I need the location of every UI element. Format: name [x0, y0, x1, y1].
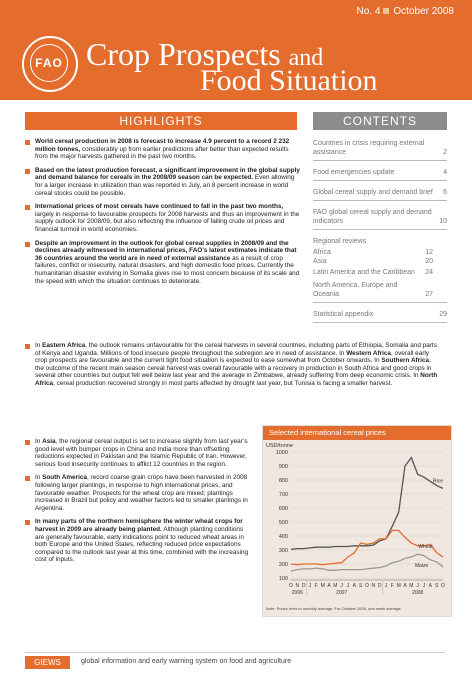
contents-item-label: Statistical appendix [313, 311, 374, 318]
x-tick-label: O [289, 583, 293, 589]
chart-note: Note: Prices refer to monthly average. For October 2008, one week average. [266, 606, 402, 611]
series-label-wheat: Wheat [418, 543, 433, 550]
contents-item-page: 20 [425, 258, 433, 265]
contents-item-page: 6 [443, 189, 447, 196]
y-tick-label: 900 [278, 464, 288, 470]
contents-item-page: 4 [443, 169, 447, 176]
y-tick-label: 600 [278, 506, 288, 512]
contents-item-page: 12 [425, 249, 433, 256]
para-text: , the regional cereal output is set to increase slightly from last year’s good level with bumper crops in China and India more than offsetting reductions expected in Pakistan and the Islamic Republic of Iran. However, serious food insecurity continues to afflict 12 countries in the region. [35, 438, 248, 468]
regional-paragraphs [25, 342, 445, 394]
footer-text: global information and early warning system on food and agriculture [81, 658, 292, 665]
contents-heading: CONTENTS [313, 112, 447, 130]
chart-title: Selected international cereal prices [263, 426, 451, 440]
contents-item[interactable] [313, 268, 433, 277]
para-text: Although planting conditions are generally favourable, early indications point to reduced wheat areas in both Europe and the United States, reflecting reduced price expectations compared to the outlook last year at this time, combined with the increasing cost of inputs. [35, 525, 249, 564]
contents-list [313, 136, 447, 323]
y-tick-label: 300 [278, 548, 288, 554]
contents-item-label: Africa [313, 249, 331, 256]
title-crop-prospects: Crop Prospects [86, 36, 281, 72]
title-and: and [288, 45, 324, 71]
fao-logo [22, 36, 78, 92]
contents-item[interactable] [313, 205, 447, 230]
contents-item-label: Food emergencies update [313, 169, 395, 176]
highlight-text: considerably up from earlier predictions after better than expected results from the major harvests gathered in the past two months. [35, 145, 289, 161]
x-tick-label: O [365, 583, 369, 589]
x-tick-label: D [301, 583, 306, 589]
contents-item-page: 27 [425, 291, 433, 298]
x-tick-label: M [396, 583, 401, 589]
x-tick-label: N [371, 583, 376, 589]
contents-item-label: Countries in crisis requiring external assistance [313, 140, 425, 156]
contents-item[interactable] [313, 248, 433, 257]
x-tick-label: M [409, 583, 414, 589]
header-band [0, 0, 472, 100]
contents-item-label: FAO global cereal supply and demand indicators [313, 209, 432, 225]
contents-item-page: 2 [443, 149, 447, 156]
y-tick-label: 400 [278, 534, 288, 540]
para-text: In [35, 342, 43, 349]
issue-number: No. 4 [356, 6, 381, 17]
x-tick-label: M [320, 583, 325, 589]
square-icon [383, 8, 389, 14]
para-text: , cereal production recovered strongly in most parts affected by drought last year, but Tunisia is facing a smaller harvest. [53, 379, 393, 387]
contents-item-label: North America, Europe and Oceania [313, 282, 398, 298]
page-title-line2: Food Situation [200, 64, 378, 97]
x-tick-label: J [346, 583, 350, 589]
issue-info [356, 6, 454, 17]
year-label: 2007 [336, 590, 348, 596]
y-tick-label: 800 [278, 478, 288, 484]
contents-item[interactable] [313, 307, 447, 323]
highlight-lead: World cereal production in 2008 is forecast to increase 4.9 percent to a record 2 232 million tonnes, [35, 138, 290, 153]
south-america-paragraph [25, 474, 253, 512]
y-tick-label: 200 [278, 562, 288, 568]
contents-item-label: Asia [313, 258, 327, 265]
region-eastern-africa: Eastern Africa [42, 342, 86, 349]
highlight-lead: Despite an improvement in the outlook for global cereal supplies in 2008/09 and the declines already witnessed in international prices, FAO’s latest estimates indicate that 36 countries around the world are in need of external assistance [35, 239, 297, 262]
series-line-rice [291, 458, 443, 550]
x-tick-label: D [377, 583, 382, 589]
y-tick-label: 500 [278, 520, 288, 526]
giews-label: GIEWS [25, 656, 70, 669]
highlight-lead: In many parts of the northern hemisphere the winter wheat crops for harvest in 2009 are already being planted. [35, 518, 243, 533]
x-tick-label: J [340, 583, 343, 589]
x-tick-label: O [441, 583, 445, 589]
contents-item-page: 10 [439, 218, 447, 225]
narrow-column [25, 438, 253, 570]
logo-text: FAO [35, 56, 63, 70]
x-tick-label: J [384, 583, 388, 589]
x-tick-label: S [358, 583, 363, 589]
highlights-list [25, 138, 300, 291]
series-label-maize: Maize [414, 562, 429, 569]
x-tick-label: J [422, 583, 426, 589]
highlight-item [25, 203, 300, 233]
footer [25, 652, 445, 671]
para-text: , the outlook remains unfavourable for the cereal harvests in several countries, including parts of Ethiopia, Somalia and parts of Kenya and Uganda. Millions of food insecure people throughout the subregion are in need of assistance. In [35, 342, 437, 357]
highlight-text: as a result of crop failures, conflict or insecurity, natural disasters, and high domestic food prices. Currently the humanitarian disaster evolving in Somalia gives rise to most concern because of its scale and the speed with which the situation continues to deteriorate. [35, 254, 300, 285]
contents-item[interactable] [313, 165, 447, 181]
para-text: , record coarse grain crops have been harvested in 2008 following larger plantings, in response to high international prices, and favourable weather. Prospects for the wheat crop are mixed; plantings increased in Brazil but policy and weather factors led to smaller plantings in Argentina. [35, 474, 248, 512]
x-tick-label: F [314, 583, 318, 589]
year-label: 2006 [291, 590, 303, 596]
x-tick-label: J [416, 583, 419, 589]
para-text: , overall early crop prospects are favourable and the current tight food situation is expected to ease somewhat from October onwards. In [35, 349, 429, 365]
x-tick-label: A [327, 583, 331, 589]
year-label: 2008 [412, 590, 424, 596]
contents-item-label: Global cereal supply and demand brief [313, 189, 433, 196]
contents-item-regional [313, 234, 447, 303]
series-label-rice: Rice [432, 478, 443, 485]
x-tick-label: J [308, 583, 312, 589]
highlight-text: Even allowing for a larger increase in utilization than was reported in July, an 8 percent increase in world cereal stocks could be possible. [35, 174, 295, 197]
para-text: In [35, 474, 43, 482]
contents-item[interactable] [313, 257, 433, 266]
chart-unit-label: USD/tonne [266, 443, 293, 449]
issue-date: October 2008 [393, 6, 454, 17]
contents-subheading: Regional reviews [313, 238, 367, 245]
x-tick-label: A [352, 583, 357, 589]
region-south-america: South America [42, 474, 87, 482]
contents-item-label: Latin America and the Caribbean [313, 269, 415, 276]
contents-item[interactable] [313, 185, 447, 201]
region-asia: Asia [42, 438, 56, 445]
africa-paragraph [25, 342, 440, 388]
x-tick-label: A [428, 583, 433, 589]
y-tick-label: 1000 [275, 450, 288, 456]
y-tick-label: 100 [278, 576, 288, 582]
x-tick-label: A [403, 583, 407, 589]
x-tick-label: F [390, 583, 394, 589]
asia-paragraph [25, 438, 253, 468]
x-tick-label: S [434, 583, 439, 589]
highlight-item [25, 167, 300, 197]
cereal-price-chart [262, 425, 452, 617]
highlight-text: largely in response to favourable prospects for 2008 harvests and thus an improvement in the supply outlook for 2008/09, but also reflecting the influence of falling crude oil prices and financial turmoil in world economies. [35, 210, 300, 233]
highlight-item [25, 138, 300, 161]
logo-inner-ring [30, 44, 68, 82]
highlight-lead: International prices of most cereals have continued to fall in the past two months, [35, 203, 284, 211]
contents-item[interactable] [313, 136, 447, 161]
contents-item-page: 24 [425, 269, 433, 276]
x-tick-label: N [295, 583, 300, 589]
highlight-lead: Based on the latest production forecast, a significant improvement in the global supply and demand balance for cereals in the 2008/09 season can be expected. [35, 166, 300, 182]
x-tick-label: M [333, 583, 338, 589]
chart-plot [263, 440, 451, 616]
contents-item-page: 29 [439, 311, 447, 318]
highlight-item [25, 240, 300, 286]
contents-item[interactable] [313, 281, 433, 299]
highlights-heading: HIGHLIGHTS [25, 112, 297, 130]
region-southern-africa: Southern Africa [381, 357, 430, 365]
para-text: , the outcome of the recent main season cereal harvest was overall favourable with a recovery in production in South Africa and good crops in several other countries but output fell well below last year and the average in Zimbabwe, already suffering from deep economic crisis. In [35, 357, 432, 380]
region-north-africa: North Africa [35, 372, 438, 387]
y-tick-label: 700 [278, 492, 288, 498]
region-western-africa: Western Africa [346, 349, 391, 357]
northern-hemisphere-paragraph [25, 518, 253, 564]
para-text: In [35, 438, 43, 445]
